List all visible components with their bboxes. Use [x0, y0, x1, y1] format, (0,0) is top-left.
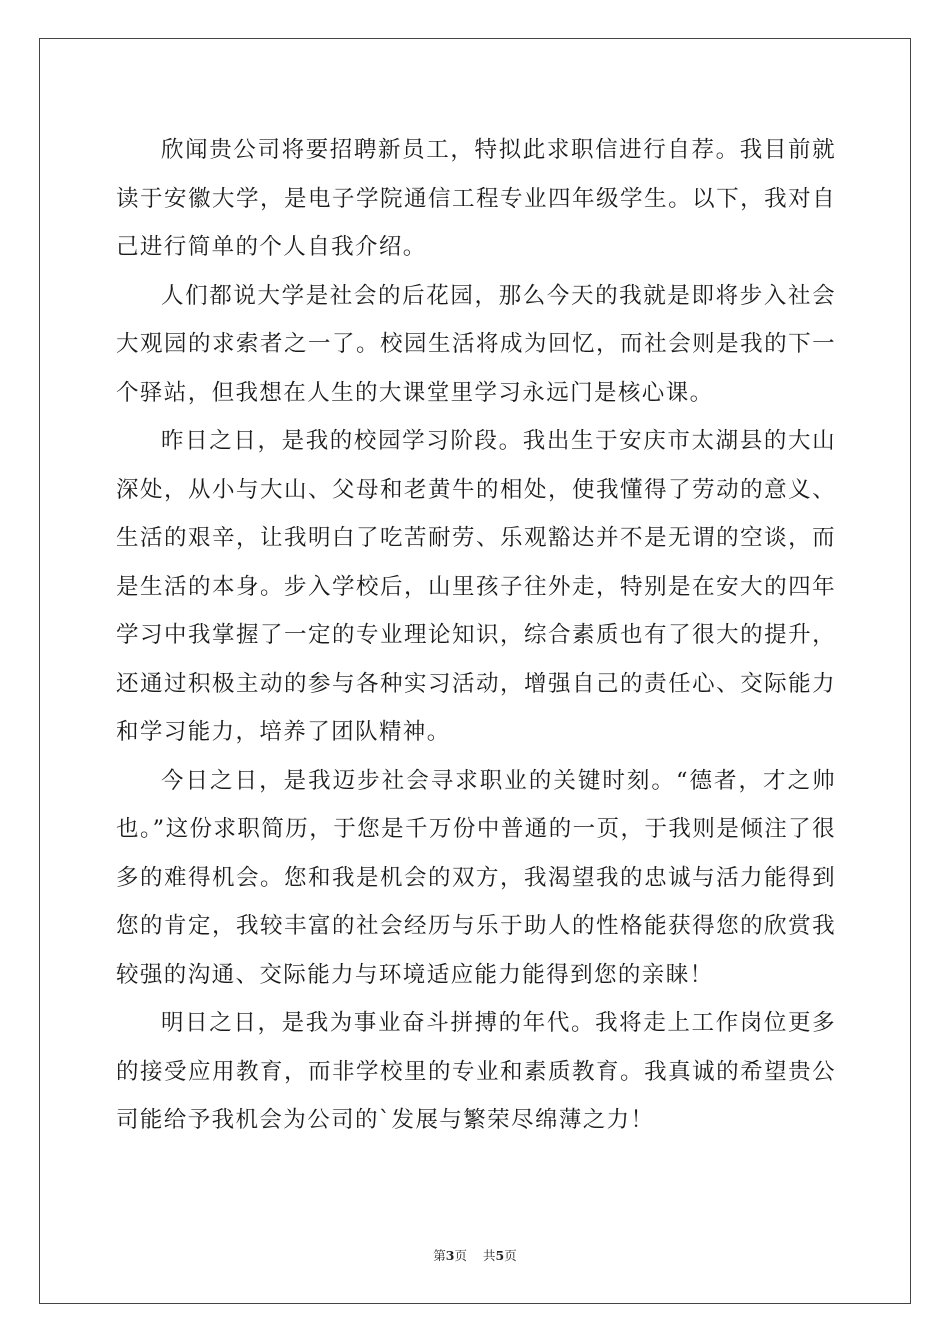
paragraph-today: 今日之日，是我迈步社会寻求职业的关键时刻。“德者，才之帅也。”这份求职简历，于您是千万份中普通的一页，于我则是倾注了很多的难得机会。您和我是机会的双方，我渴望我的忠诚与活力能得到您的肯定，我较丰富的社会经历与乐于助人的性格能获得您的欣赏我较强的沟通、交际能力与环境适应能力能得到您的亲睐！: [116, 767, 836, 988]
page-footer: [0, 1246, 950, 1264]
paragraph-yesterday: 昨日之日，是我的校园学习阶段。我出生于安庆市太湖县的大山深处，从小与大山、父母和老黄牛的相处，使我懂得了劳动的意义、生活的艰辛，让我明白了吃苦耐劳、乐观豁达并不是无谓的空谈，而是生活的本身。步入学校后，山里孩子往外走，特别是在安大的四年学习中我掌握了一定的专业理论知识，综合素质也有了很大的提升，还通过积极主动的参与各种实习活动，增强自己的责任心、交际能力和学习能力，培养了团队精神。: [116, 428, 836, 745]
page-number: 3: [445, 1248, 455, 1263]
paragraph-intro: 欣闻贵公司将要招聘新员工，特拟此求职信进行自荐。我目前就读于安徽大学，是电子学院通信工程专业四年级学生。以下，我对自己进行简单的个人自我介绍。: [116, 137, 836, 260]
total-prefix: 共: [483, 1248, 496, 1263]
letter-body: [116, 126, 836, 1145]
total-pages: 5: [495, 1248, 505, 1263]
total-suffix: 页: [504, 1248, 517, 1263]
page-suffix: 页: [454, 1248, 467, 1263]
page-prefix: 第: [433, 1248, 446, 1263]
paragraph-society: 人们都说大学是社会的后花园，那么今天的我就是即将步入社会大观园的求索者之一了。校园生活将成为回忆，而社会则是我的下一个驿站，但我想在人生的大课堂里学习永远门是核心课。: [116, 282, 836, 406]
paragraph-tomorrow: 明日之日，是我为事业奋斗拼搏的年代。我将走上工作岗位更多的接受应用教育，而非学校里的专业和素质教育。我真诚的希望贵公司能给予我机会为公司的`发展与繁荣尽绵薄之力！: [116, 1010, 836, 1133]
